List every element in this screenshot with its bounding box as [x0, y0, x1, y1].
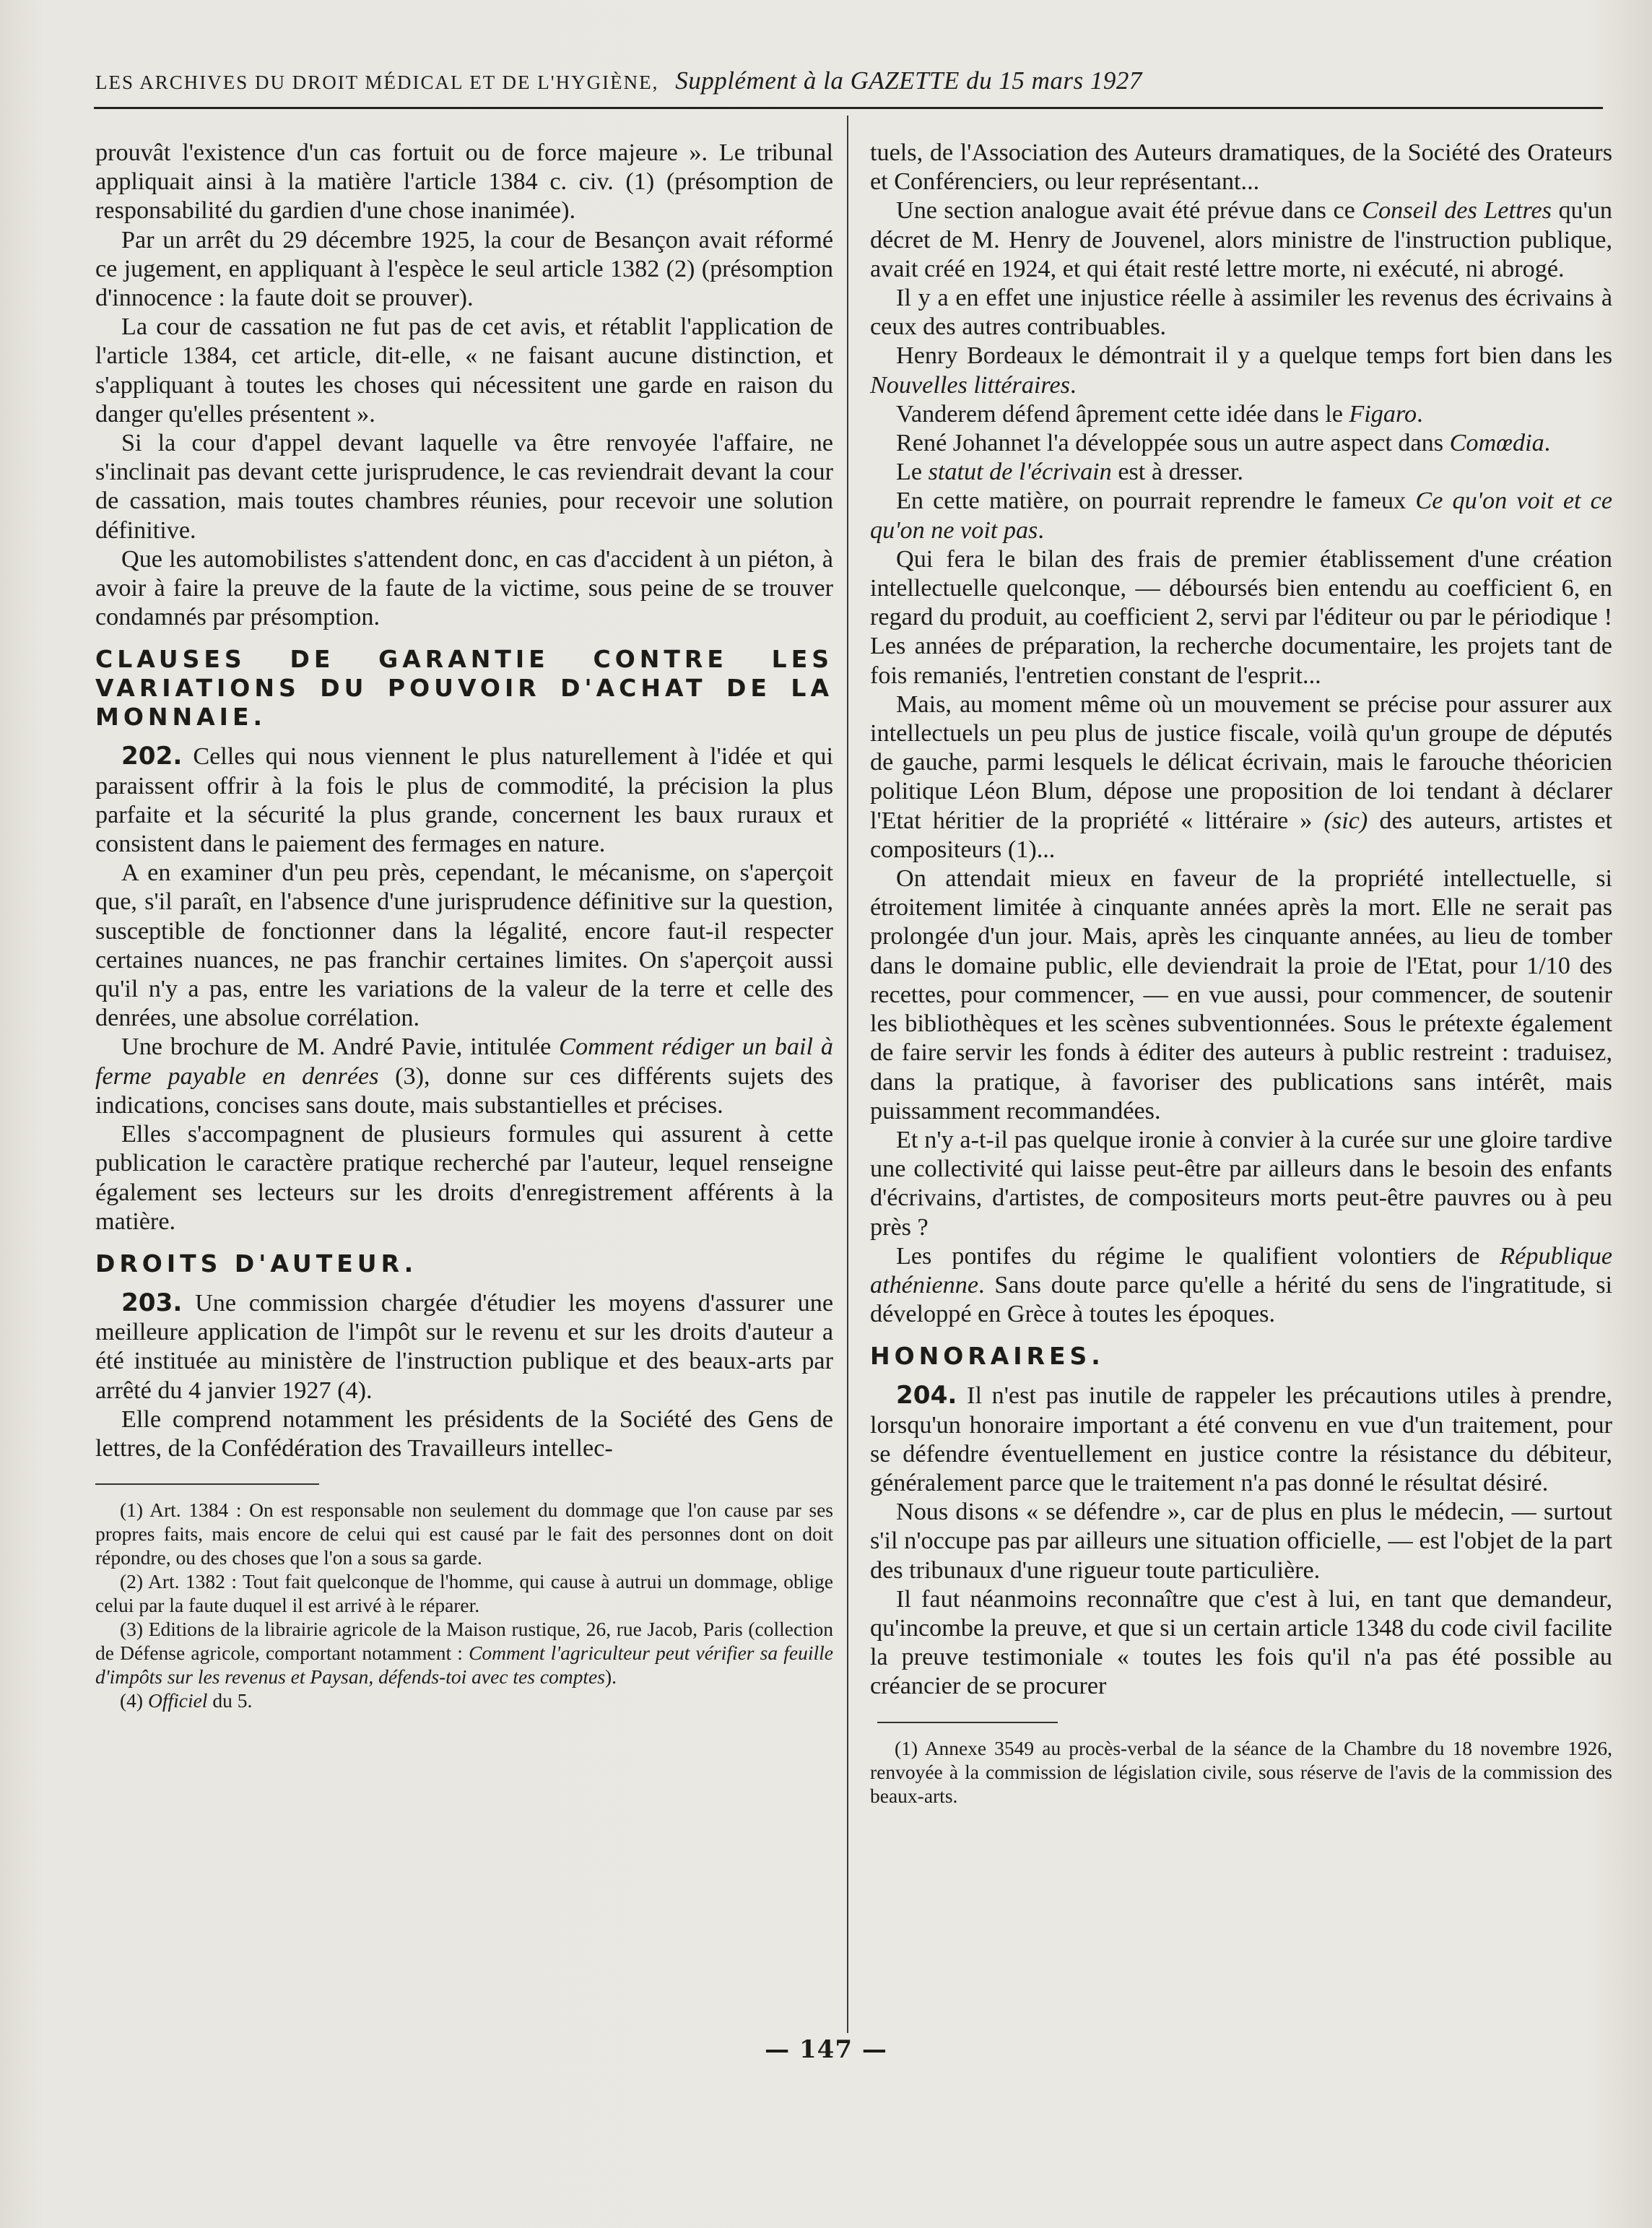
paragraph: Une brochure de M. André Pavie, intitulée Comment rédiger un bail à ferme payable en denrées (3), donne sur ces différents sujets des indications, concises sans doute, mais substantielles et précises.	[95, 1033, 834, 1119]
paragraph-204: 204. Il n'est pas inutile de rappeler les précautions utiles à prendre, lorsqu'un honoraire important a été convenu en vue d'un traitement, pour se défendre éventuellement en justice contre la résistance du débiteur, généralement parce que le traitement n'a pas donné le résultat désiré.	[870, 1381, 1612, 1496]
footnote-separator	[877, 1722, 1058, 1723]
section-number: 202.	[121, 742, 183, 771]
page-number: — 147 —	[765, 2035, 887, 2064]
footnote: (1) Annexe 3549 au procès-verbal de la séance de la Chambre du 18 novembre 1926, renvoyée à la commission de législation civile, sous réserve de l'avis de la commission des beaux-arts.	[870, 1736, 1612, 1807]
paragraph: Mais, au moment même où un mouvement se précise pour assurer aux intellectuels un peu plus de justice fiscale, voilà qu'un groupe de députés de gauche, parmi lesquels le délicat écrivain, mais le farouche théoricien politique Léon Blum, dépose une proposition de loi tendant à déclarer l'Etat héritier de la propriété « littéraire » (sic) des auteurs, artistes et compositeurs (1)...	[870, 690, 1612, 863]
paragraph: Nous disons « se défendre », car de plus en plus le médecin, — surtout s'il n'occupe pas par ailleurs une situation officielle, — est l'objet de la part des tribunaux d'une rigueur toute particulière.	[870, 1499, 1612, 1584]
paragraph: Qui fera le bilan des frais de premier établissement d'une création intellectuelle quelconque, — déboursés bien entendu au coefficient 6, en regard du produit, au coefficient 2, servi par l'éditeur ou par le périodique ! Les années de préparation, la recherche documentaire, les projets tant de fois remaniés, l'entretien constant de l'esprit...	[870, 545, 1612, 689]
paragraph: On attendait mieux en faveur de la propriété intellectuelle, si étroitement limitée à cinquante années après la mort. Elle ne serait pas prolongée d'un jour. Mais, après les cinquante années, au lieu de tomber dans le domaine public, elle deviendrait la proie de l'Etat, pour 1/10 des recettes, pour commencer, — en vue aussi, pour commencer, de soutenir les bibliothèques et les scènes subventionnées. Sous le prétexte également de faire servir les fonds à éditer des auteurs à public restreint : traduisez, dans la pratique, à favoriser des publications sans intérêt, mais puissamment recommandées.	[870, 865, 1612, 1124]
running-head-title: LES ARCHIVES DU DROIT MÉDICAL ET DE L'HYGIÈNE,	[95, 71, 659, 93]
section-heading-honoraires: HONORAIRES.	[870, 1342, 1105, 1371]
column-divider	[847, 116, 848, 2033]
footnote: (4) Officiel du 5.	[120, 1689, 253, 1712]
paragraph: Que les automobilistes s'attendent donc, en cas d'accident à un piéton, à avoir à faire la preuve de la faute de la victime, sous peine de se trouver condamnés par présomption.	[95, 545, 833, 631]
paragraph: René Johannet l'a développée sous un autre aspect dans Comœdia.	[896, 430, 1551, 457]
section-number: 204.	[896, 1381, 957, 1410]
paragraph: prouvât l'existence d'un cas fortuit ou de force majeure ». Le tribunal appliquait ainsi à la matière l'article 1384 c. civ. (1) (présomption de responsabilité du gardien d'une chose inanimée).	[95, 139, 833, 225]
paragraph: Le statut de l'écrivain est à dresser.	[896, 459, 1244, 486]
footnotes-left	[95, 1498, 833, 1712]
paragraph: Si la cour d'appel devant laquelle va être renvoyée l'affaire, ne s'inclinait pas devant cette jurisprudence, le cas reviendrait devant la cour de cassation, mais toutes chambres réunies, pour recevoir une solution définitive.	[95, 430, 833, 544]
paragraph: Il y a en effet une injustice réelle à assimiler les revenus des écrivains à ceux des autres contribuables.	[870, 285, 1612, 341]
header-rule	[94, 107, 1603, 109]
paragraph: Vanderem défend âprement cette idée dans le Figaro.	[896, 400, 1423, 428]
paragraph: La cour de cassation ne fut pas de cet avis, et rétablit l'application de l'article 1384, cet article, dit-elle, « ne faisant aucune distinction, et s'appliquant à toutes les choses qui nécessitent une garde en raison du danger qu'elles présentent ».	[95, 313, 833, 428]
paragraph: A en examiner d'un peu près, cependant, le mécanisme, on s'aperçoit que, s'il paraît, en l'absence d'une jurisprudence définitive sur la question, susceptible de fonctionner dans la légalité, encore faut-il respecter certaines nuances, ne pas franchir certaines limites. On s'aperçoit aussi qu'il n'y a pas, entre les variations de la valeur de la terre et celle des denrées, une absolue corrélation.	[95, 859, 833, 1032]
paragraph: Par un arrêt du 29 décembre 1925, la cour de Besançon avait réformé ce jugement, en appliquant à l'espèce le seul article 1382 (2) (présomption d'innocence : la faute doit se prouver).	[95, 226, 833, 312]
paragraph: tuels, de l'Association des Auteurs dramatiques, de la Société des Orateurs et Conférenciers, ou leur représentant...	[870, 139, 1612, 196]
book-title: Comment rédiger un bail à ferme payable en denrées	[95, 1033, 833, 1090]
paragraph-203: 203. Une commission chargée d'étudier les moyens d'assurer une meilleure application de l'impôt sur le revenu et sur les droits d'auteur a été instituée au ministère de l'instruction publique et des beaux-arts par arrêté du 4 janvier 1927 (4).	[95, 1288, 833, 1404]
paragraph-202: 202. Celles qui nous viennent le plus naturellement à l'idée et qui paraissent offrir à la fois le plus de commodité, la précision la plus parfaite et la sécurité la plus grande, concernent les baux ruraux et consistent dans le paiement des fermages en nature.	[95, 742, 833, 858]
footnote: (2) Art. 1382 : Tout fait quelconque de l'homme, qui cause à autrui un dommage, oblige celui par la faute duquel il est arrivé à le réparer.	[95, 1570, 833, 1617]
section-heading-clauses: CLAUSES DE GARANTIE CONTRE LES VARIATIONS DU POUVOIR D'ACHAT DE LA MONNAIE.	[95, 645, 833, 732]
left-column	[95, 139, 833, 1712]
paragraph: Il faut néanmoins reconnaître que c'est à lui, en tant que demandeur, qu'incombe la preuve, et que si un certain article 1348 du code civil facilite la preuve testimoniale « toutes les fois qu'il n'a pas été possible au créancier de se procurer	[870, 1585, 1612, 1700]
paragraph: Les pontifes du régime le qualifient volontiers de République athénienne. Sans doute parce qu'elle a hérité du sens de l'ingratitude, si développé en Grèce à toutes les époques.	[870, 1242, 1612, 1328]
paragraph: Elle comprend notamment les présidents de la Société des Gens de lettres, de la Confédération des Travailleurs intellec-	[95, 1405, 833, 1462]
running-head-supplement: Supplément à la GAZETTE du 15 mars 1927	[675, 66, 1142, 95]
section-heading-droits: DROITS D'AUTEUR.	[95, 1249, 418, 1278]
paragraph: Une section analogue avait été prévue dans ce Conseil des Lettres qu'un décret de M. Henry de Jouvenel, alors ministre de l'instruction publique, avait créé en 1924, et qui était resté lettre morte, ni exécuté, ni abrogé.	[870, 197, 1612, 282]
paragraph: En cette matière, on pourrait reprendre le fameux Ce qu'on voit et ce qu'on ne voit pas.	[870, 487, 1613, 544]
right-column	[870, 139, 1612, 1808]
footnotes-right	[870, 1736, 1612, 1808]
footnote-separator	[95, 1483, 319, 1485]
paragraph: Elles s'accompagnent de plusieurs formules qui assurent à cette publication le caractère pratique recherché par l'auteur, lequel renseigne également ses lecteurs sur les droits d'enregistrement afférents à la matière.	[95, 1121, 833, 1235]
footnote: (1) Art. 1384 : On est responsable non seulement du dommage que l'on cause par ses propres faits, mais encore de celui qui est causé par le fait des personnes dont on doit répondre, ou des choses que l'on a sous sa garde.	[95, 1499, 833, 1569]
paragraph: Henry Bordeaux le démontrait il y a quelque temps fort bien dans les Nouvelles littéraires.	[870, 342, 1612, 399]
running-head	[95, 66, 1597, 103]
paragraph: Et n'y a-t-il pas quelque ironie à convier à la curée sur une gloire tardive une collectivité qui laisse peut-être par ailleurs dans le besoin des enfants d'écrivains, d'artistes, de compositeurs morts peut-être pauvres ou à peu près ?	[870, 1126, 1612, 1241]
section-number: 203.	[121, 1288, 183, 1317]
footnote: (3) Editions de la librairie agricole de la Maison rustique, 26, rue Jacob, Paris (collection de Défense agricole, comportant notamment : Comment l'agriculteur peut vérifier sa feuille d'impôts sur les revenus et Paysan, défends-toi avec tes comptes).	[95, 1618, 834, 1689]
